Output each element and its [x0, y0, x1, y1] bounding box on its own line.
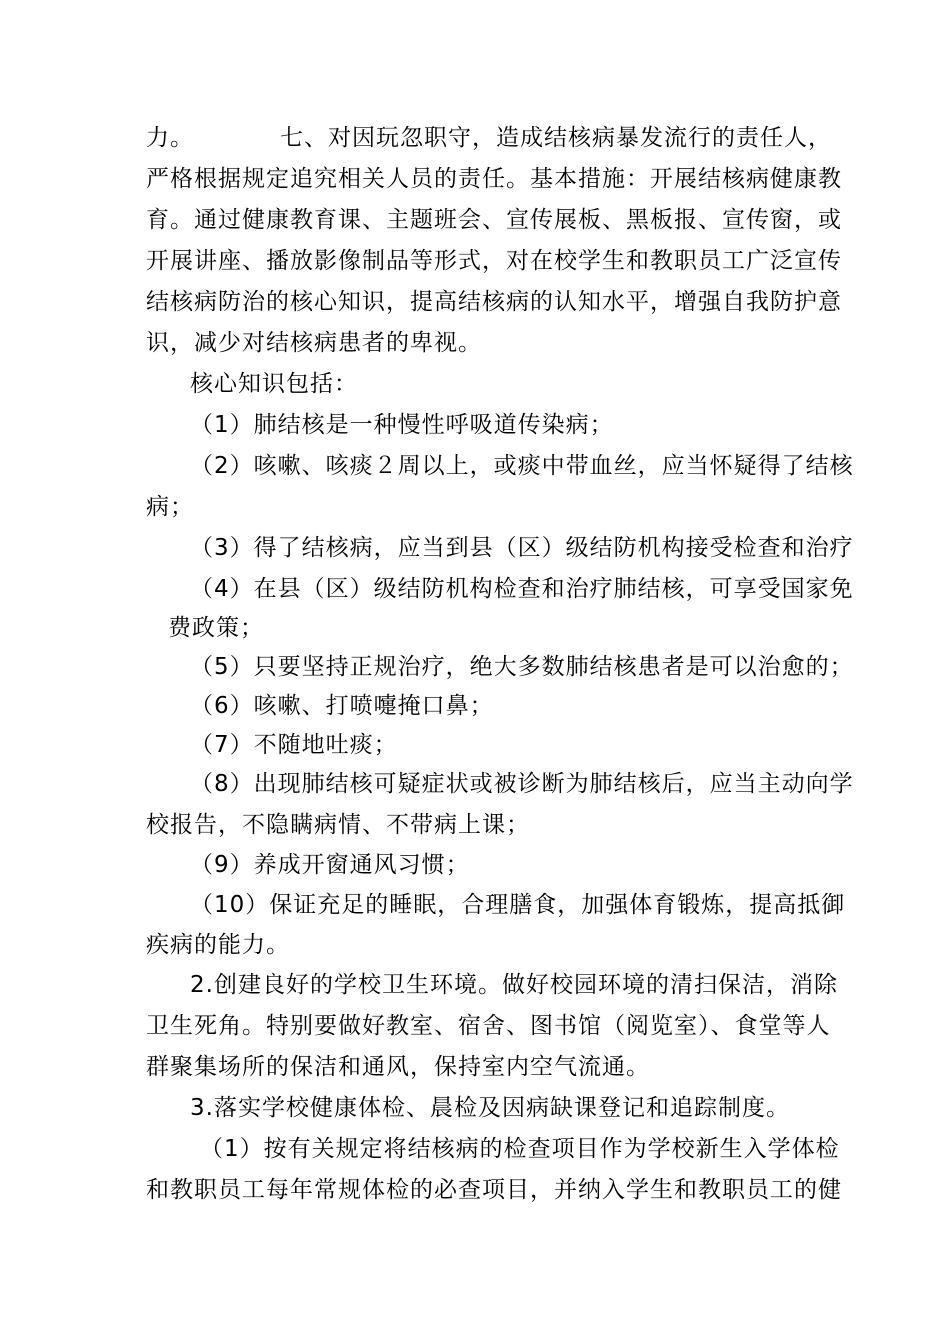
paragraph-line: 结核病防治的核心知识，提高结核病的认知水平，增强自我防护意: [146, 289, 842, 315]
section-two-line: 2.创建良好的学校卫生环境。做好校园环境的清扫保洁，消除: [190, 972, 838, 998]
list-item: （2）咳嗽、咳痰２周以上，或痰中带血丝，应当怀疑得了结核: [190, 453, 854, 479]
list-item-continuation: 疾病的能力。: [146, 932, 290, 958]
section-seven-start: 七、对因玩忽职守，造成结核病暴发流行的责任人，: [280, 125, 832, 151]
list-item-continuation: 校报告，不隐瞒病情、不带病上课；: [146, 812, 530, 838]
list-item: （8）出现肺结核可疑症状或被诊断为肺结核后，应当主动向学: [190, 771, 854, 797]
text-fragment: 力。: [146, 125, 194, 151]
list-item: （3）得了结核病，应当到县（区）级结防机构接受检查和治疗: [190, 535, 854, 561]
paragraph-line: 开展讲座、播放影像制品等形式，对在校学生和教职员工广泛宣传: [146, 248, 842, 274]
list-item: （1）肺结核是一种慢性呼吸道传染病；: [190, 412, 614, 438]
section-three-item: （1）按有关规定将结核病的检查项目作为学校新生入学体检: [200, 1136, 840, 1162]
list-item: （6）咳嗽、打喷嚏掩口鼻；: [190, 693, 494, 719]
list-item: （9）养成开窗通风习惯；: [190, 852, 470, 878]
section-three-item-continuation: 和教职员工每年常规体检的必查项目，并纳入学生和教职员工的健: [146, 1177, 842, 1203]
list-item: （10）保证充足的睡眠，合理膳食，加强体育锻炼，提高抵御: [190, 892, 846, 918]
core-knowledge-heading: 核心知识包括：: [190, 371, 358, 397]
paragraph-line: 识，减少对结核病患者的卑视。: [146, 330, 482, 356]
section-two-line: 卫生死角。特别要做好教室、宿舍、图书馆（阅览室）、食堂等人: [146, 1013, 831, 1039]
list-item-continuation: 病；: [146, 494, 194, 520]
section-three-heading: 3.落实学校健康体检、晨检及因病缺课登记和追踪制度。: [190, 1095, 790, 1121]
list-item: （4）在县（区）级结防机构检查和治疗肺结核，可享受国家免: [190, 576, 854, 602]
list-item: （5）只要坚持正规治疗，绝大多数肺结核患者是可以治愈的；: [190, 654, 854, 680]
section-two-line: 群聚集场所的保洁和通风，保持室内空气流通。: [146, 1054, 650, 1080]
list-item-continuation: 费政策；: [168, 615, 264, 641]
paragraph-line: 育。通过健康教育课、主题班会、宣传展板、黑板报、宣传窗，或: [146, 207, 842, 233]
paragraph-line: 严格根据规定追究相关人员的责任。基本措施：开展结核病健康教: [146, 166, 842, 192]
paragraph-line: [146, 123, 832, 153]
list-item: （7）不随地吐痰；: [190, 732, 398, 758]
